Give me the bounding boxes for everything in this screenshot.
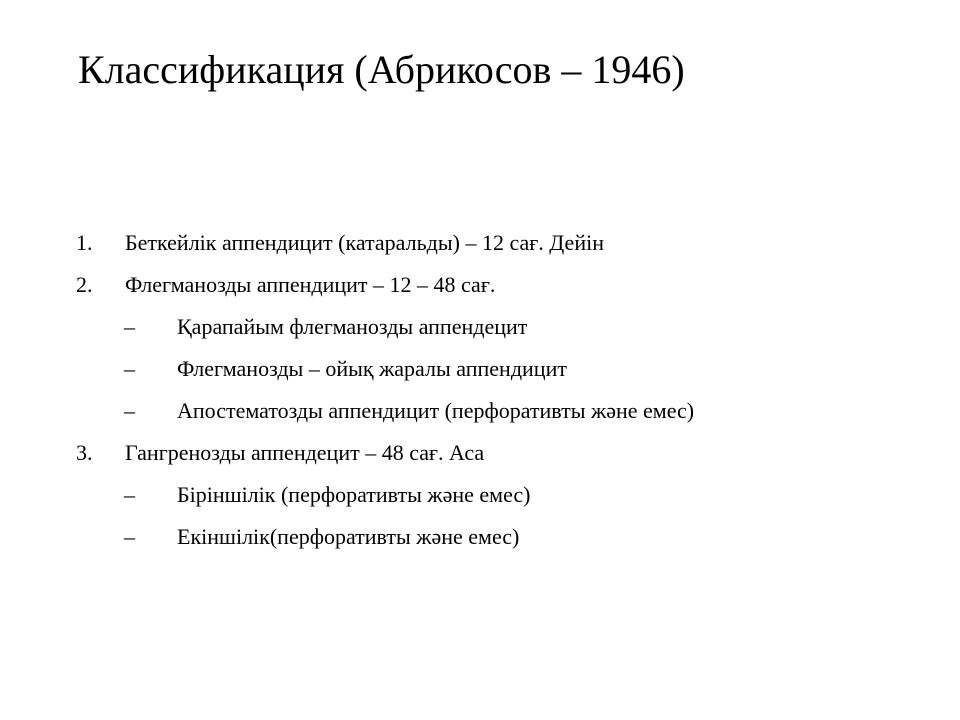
sub-item-2-3: [76, 390, 936, 432]
classification-list: [76, 222, 936, 558]
list-item-text: Беткейлік аппендицит (катаральды) – 12 сағ. Дейін: [125, 230, 604, 255]
list-item-text: Флегманозды аппендицит – 12 – 48 сағ.: [125, 272, 496, 297]
sub-item-text: Екіншілік(перфоративты және емес): [177, 524, 520, 549]
list-item-3: [76, 432, 936, 474]
dash-marker: –: [124, 524, 135, 549]
list-item-1: [76, 222, 936, 264]
list-item-text: Гангренозды аппендецит – 48 сағ. Аса: [125, 440, 485, 465]
list-marker: 2.: [76, 272, 93, 297]
slide-title: Классификация (Абрикосов – 1946): [78, 47, 685, 92]
sub-item-3-2: [76, 516, 936, 558]
list-item-2: [76, 264, 936, 306]
sub-item-text: Қарапайым флегманозды аппендецит: [177, 314, 528, 339]
sub-item-2-1: [76, 306, 936, 348]
sub-item-3-1: [76, 474, 936, 516]
sub-item-2-2: [76, 348, 936, 390]
sub-item-text: Апостематозды аппендицит (перфоративты және емес): [177, 398, 695, 423]
list-marker: 3.: [76, 440, 93, 465]
dash-marker: –: [124, 356, 135, 381]
sub-item-text: Біріншілік (перфоративты және емес): [177, 482, 531, 507]
dash-marker: –: [124, 398, 135, 423]
dash-marker: –: [124, 482, 135, 507]
dash-marker: –: [124, 314, 135, 339]
list-marker: 1.: [76, 230, 93, 255]
sub-item-text: Флегманозды – ойық жаралы аппендицит: [177, 356, 567, 381]
